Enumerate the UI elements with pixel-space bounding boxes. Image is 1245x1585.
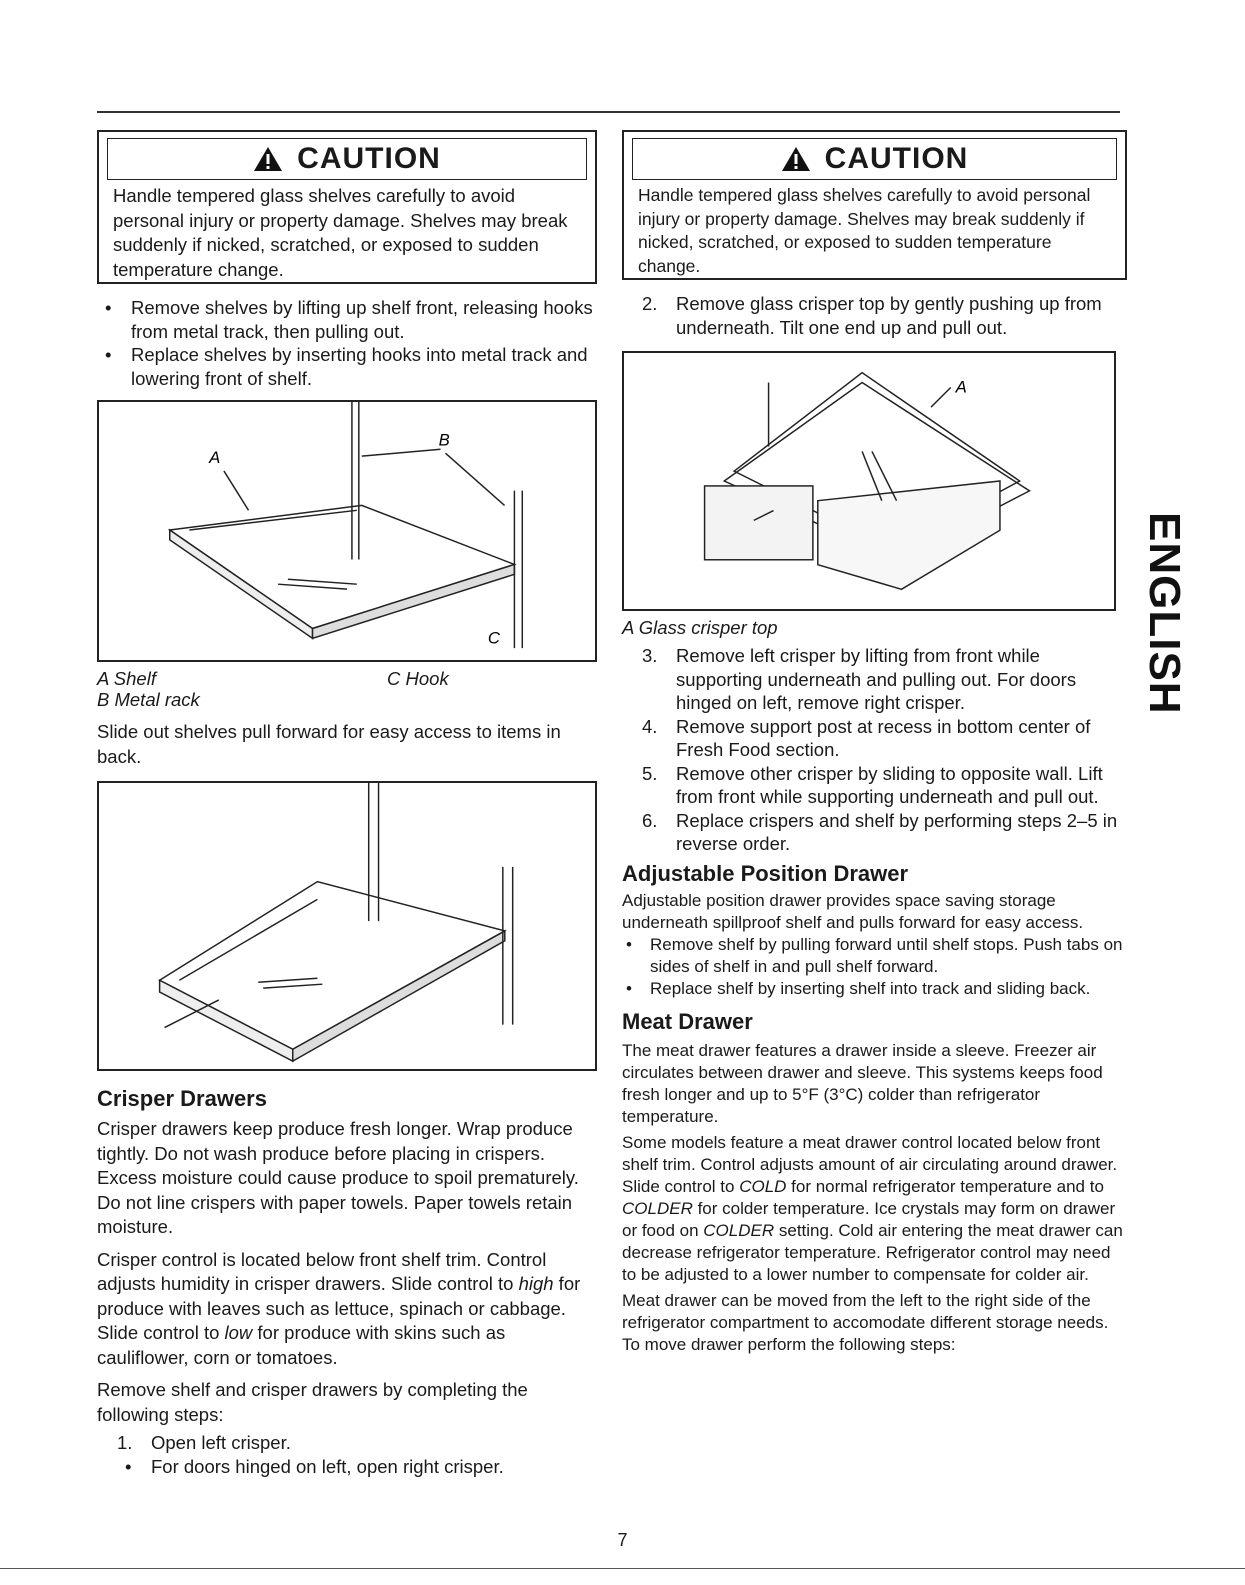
crisper-sub-bullets bbox=[97, 1455, 597, 1479]
emphasis-high: high bbox=[518, 1273, 554, 1294]
warning-icon bbox=[253, 146, 283, 172]
left-column bbox=[97, 130, 597, 1478]
figure-caption-row bbox=[97, 668, 597, 710]
meat-drawer-paragraph-1: The meat drawer features a drawer inside a sleeve. Freezer air circulates between drawer and sleeve. This systems keeps food fresh longer and up to 5°F (3°C) colder than refrigerator temperature. bbox=[622, 1040, 1103, 1126]
caution-box-right bbox=[622, 130, 1127, 280]
step-text: Remove glass crisper top by gently pushing up from underneath. Tilt one end up and pull out. bbox=[676, 293, 1102, 338]
step-number: 4. bbox=[642, 715, 658, 737]
list-item bbox=[622, 644, 1127, 715]
list-item: • Replace shelves by inserting hooks into metal track and lowering front of shelf. bbox=[97, 343, 597, 390]
language-side-tab bbox=[1132, 512, 1190, 740]
crisper-paragraph-2 bbox=[97, 1248, 597, 1371]
step-text: Open left crisper. bbox=[151, 1432, 291, 1453]
meat-drawer-paragraph-3: Meat drawer can be moved from the left to the right side of the refrigerator compartment to accomodate different storage needs. To move drawer perform the following steps: bbox=[622, 1290, 1109, 1354]
step-number: 2. bbox=[642, 293, 658, 314]
bottom-rule bbox=[0, 1568, 1245, 1569]
step-text: Replace crispers and shelf by performing steps 2–5 in reverse order. bbox=[676, 809, 1118, 854]
caution-box-left bbox=[97, 130, 597, 284]
shelf-figure bbox=[97, 400, 597, 662]
text-span: for normal refrigerator temperature and to bbox=[786, 1176, 1104, 1196]
caution-header bbox=[632, 138, 1117, 180]
step-text: Remove other crisper by sliding to opposite wall. Lift from front while supporting underneath and pull out. bbox=[676, 762, 1103, 807]
crisper-paragraph-3: Remove shelf and crisper drawers by completing the following steps: bbox=[97, 1379, 528, 1425]
text-span: Crisper control is located below front shelf trim. Control adjusts humidity in crisper drawers. Slide control to bbox=[97, 1248, 547, 1294]
step-text: Remove left crisper by lifting from front while supporting underneath and pulling out. For doors hinged on left, remove right crisper. bbox=[676, 645, 1077, 713]
list-item bbox=[97, 1431, 597, 1455]
crisper-heading: Crisper Drawers bbox=[97, 1086, 267, 1111]
slide-out-text: Slide out shelves pull forward for easy access to items in back. bbox=[97, 721, 561, 767]
text-span: Some models feature a meat drawer control located below front shelf trim. Control adjusts amount of air circulating around drawer. Slide control to bbox=[622, 1132, 1118, 1196]
step-text: Remove support post at recess in bottom center of Fresh Food section. bbox=[676, 715, 1091, 760]
adjustable-drawer-bullets bbox=[622, 934, 1127, 1000]
label-a: A bbox=[955, 377, 967, 397]
adjustable-drawer-heading: Adjustable Position Drawer bbox=[622, 860, 909, 886]
caution-header bbox=[107, 138, 587, 180]
step-number: 6. bbox=[642, 809, 658, 831]
text-span: for produce with skins such as cauliflower, corn or tomatoes. bbox=[97, 1322, 506, 1368]
list-item: • Remove shelf by pulling forward until shelf stops. Push tabs on sides of shelf in and pull shelf forward. bbox=[622, 934, 1127, 978]
top-rule bbox=[97, 111, 1120, 113]
list-item bbox=[622, 292, 1127, 339]
label-c: C bbox=[487, 628, 500, 648]
list-item bbox=[622, 762, 1127, 809]
label-a: A bbox=[209, 448, 221, 468]
adjustable-drawer-text: Adjustable position drawer provides space saving storage underneath spillproof shelf and pulls forward for easy access. bbox=[622, 890, 1084, 932]
crisper-removal-steps bbox=[622, 644, 1127, 856]
emphasis-colder: COLDER bbox=[622, 1198, 693, 1218]
crisper-steps bbox=[97, 1431, 597, 1455]
list-item bbox=[622, 809, 1127, 856]
warning-icon bbox=[781, 146, 811, 172]
meat-drawer-paragraph-2 bbox=[622, 1132, 1127, 1286]
step-number: 1. bbox=[117, 1432, 133, 1453]
caption-metal-rack: B Metal rack bbox=[97, 689, 200, 710]
caution-text: Handle tempered glass shelves carefully to avoid personal injury or property damage. Shelves may break suddenly if nicked, scratched, or exposed to sudden temperature change. bbox=[638, 185, 1091, 276]
caution-text: Handle tempered glass shelves carefully to avoid personal injury or property damage. Shelves may break suddenly if nicked, scratched, or exposed to sudden temperature change. bbox=[113, 185, 568, 280]
caution-title: CAUTION bbox=[297, 142, 441, 175]
text-span: for colder temperature. Ice crystals may form on drawer or food on bbox=[622, 1198, 1116, 1240]
emphasis-low: low bbox=[224, 1322, 253, 1343]
page-number: 7 bbox=[617, 1530, 628, 1550]
crisper-figure bbox=[622, 351, 1116, 611]
shelf-bullets bbox=[97, 296, 597, 390]
text-span: for produce with leaves such as lettuce, spinach or cabbage. Slide control to bbox=[97, 1273, 581, 1343]
list-item: • Replace shelf by inserting shelf into track and sliding back. bbox=[622, 978, 1127, 1000]
slide-shelf-illustration bbox=[99, 783, 595, 1069]
emphasis-cold: COLD bbox=[739, 1176, 787, 1196]
step-number: 3. bbox=[642, 645, 658, 666]
crisper-paragraph-1: Crisper drawers keep produce fresh longer. Wrap produce tightly. Do not wash produce before placing in crispers. Excess moisture could cause produce to spoil prematurely. Do not line crispers with paper towels. Paper towels retain moisture. bbox=[97, 1118, 579, 1237]
caution-title: CAUTION bbox=[824, 142, 969, 175]
step-2-list bbox=[622, 292, 1127, 339]
list-item bbox=[622, 715, 1127, 762]
label-b: B bbox=[438, 430, 450, 450]
caption-glass-crisper-top: A Glass crisper top bbox=[622, 617, 778, 638]
slide-shelf-figure bbox=[97, 781, 597, 1071]
emphasis-colder: COLDER bbox=[703, 1220, 775, 1240]
caption-shelf: A Shelf bbox=[97, 668, 156, 689]
shelf-illustration bbox=[99, 402, 595, 660]
list-item: • For doors hinged on left, open right crisper. bbox=[117, 1455, 597, 1479]
meat-drawer-heading: Meat Drawer bbox=[622, 1008, 753, 1034]
text-span: setting. Cold air entering the meat drawer can decrease refrigerator temperature. Refrigerator control may need to be adjusted to a lower number to compensate for colder air. bbox=[622, 1220, 1123, 1284]
side-tab-label: ENGLISH bbox=[1140, 512, 1189, 715]
caption-hook: C Hook bbox=[387, 668, 449, 689]
step-number: 5. bbox=[642, 762, 658, 784]
list-item: • Remove shelves by lifting up shelf front, releasing hooks from metal track, then pulling out. bbox=[97, 296, 597, 343]
crisper-illustration bbox=[624, 353, 1114, 609]
right-column bbox=[622, 130, 1127, 1356]
